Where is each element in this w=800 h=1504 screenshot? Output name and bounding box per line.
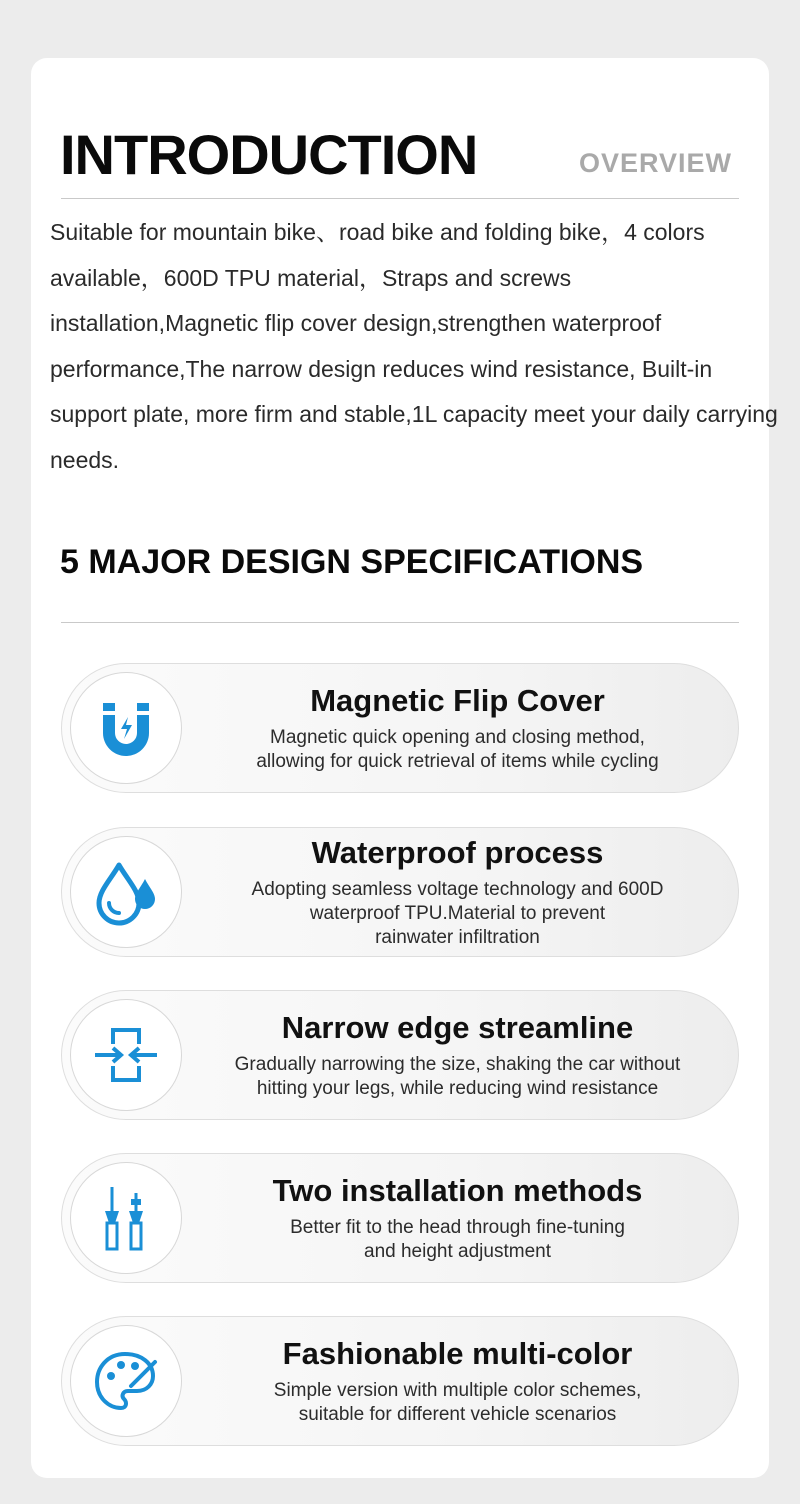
specs-divider	[61, 622, 739, 623]
intro-title: INTRODUCTION	[60, 123, 478, 186]
narrow-arrows-icon	[91, 1020, 161, 1090]
magnet-icon	[91, 693, 161, 763]
screws-straps-icon	[91, 1183, 161, 1253]
specs-title: 5 MAJOR DESIGN SPECIFICATIONS	[60, 543, 644, 581]
feature-icon-circle	[70, 1162, 182, 1274]
feature-description: Magnetic quick opening and closing method, allowing for quick retrieval of items while cycling	[256, 727, 659, 772]
feature-description: Better fit to the head through fine-tuning and height adjustment	[290, 1217, 625, 1262]
feature-description: Adopting seamless voltage technology and 600D waterproof TPU.Material to prevent rainwater infiltration	[251, 879, 664, 948]
feature-title: Waterproof process	[311, 835, 604, 870]
feature-icon-circle	[70, 1325, 182, 1437]
feature-icon-circle	[70, 836, 182, 948]
intro-description: Suitable for mountain bike、road bike and folding bike，4 colors available，600D TPU material，Straps and screws installation,Magnetic flip cover design,strengthen waterproof performance,The narrow design reduces wind resistance, Built-in support plate, more firm and stable,1L capacity meet your daily carrying needs.	[50, 219, 778, 473]
feature-icon-circle	[70, 999, 182, 1111]
feature-title: Fashionable multi-color	[282, 1336, 633, 1371]
feature-description: Simple version with multiple color schemes, suitable for different vehicle scenarios	[273, 1380, 642, 1425]
feature-title: Magnetic Flip Cover	[310, 683, 605, 718]
feature-two-installation-methods	[61, 1153, 739, 1283]
feature-fashionable-multi-color	[61, 1316, 739, 1446]
overview-tag: OVERVIEW	[579, 148, 733, 178]
feature-magnetic-flip-cover	[61, 663, 739, 793]
water-drop-icon	[91, 857, 161, 927]
palette-icon	[91, 1346, 161, 1416]
feature-narrow-edge-streamline	[61, 990, 739, 1120]
intro-divider	[61, 198, 739, 199]
feature-waterproof-process	[61, 827, 739, 957]
feature-title: Two installation methods	[272, 1173, 643, 1208]
feature-icon-circle	[70, 672, 182, 784]
feature-title: Narrow edge streamline	[281, 1010, 634, 1045]
feature-description: Gradually narrowing the size, shaking the car without hitting your legs, while reducing wind resistance	[234, 1054, 681, 1099]
